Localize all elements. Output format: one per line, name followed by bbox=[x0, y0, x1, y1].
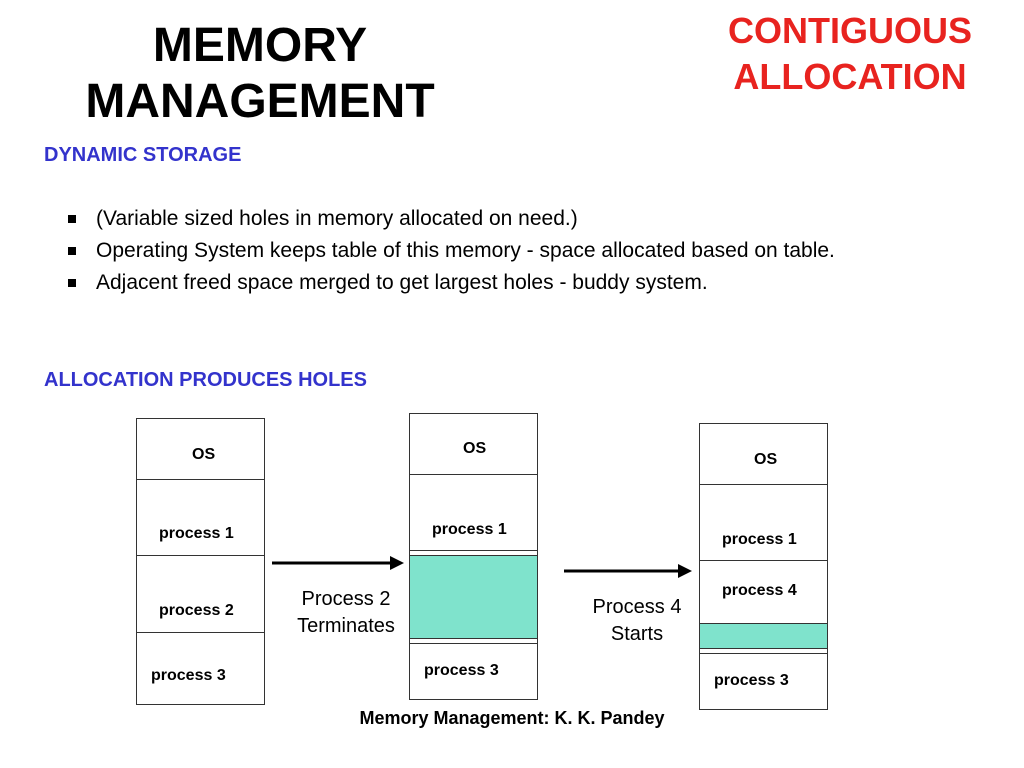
bullet-list bbox=[96, 205, 988, 301]
process-3-label: process 3 bbox=[424, 662, 499, 679]
process-4-label: process 4 bbox=[722, 582, 797, 599]
square-bullet-icon bbox=[68, 279, 76, 287]
slide-title-line2: MANAGEMENT bbox=[85, 75, 435, 128]
right-arrow-icon bbox=[272, 554, 406, 572]
partition-divider bbox=[137, 555, 264, 556]
memory-block-after-termination bbox=[409, 413, 538, 700]
transition-caption-1 bbox=[283, 586, 409, 640]
process-3-label: process 3 bbox=[714, 672, 789, 689]
os-label: OS bbox=[754, 451, 778, 468]
slide-title-line1: MEMORY bbox=[152, 19, 368, 72]
memory-block-after-allocation bbox=[699, 423, 828, 710]
bullet-item bbox=[96, 205, 988, 232]
partition-divider bbox=[700, 653, 827, 654]
allocation-heading: ALLOCATION PRODUCES HOLES bbox=[44, 369, 367, 391]
topic-title-line2: ALLOCATION bbox=[733, 56, 967, 97]
transition-caption-2 bbox=[575, 594, 699, 648]
process-1-label: process 1 bbox=[159, 525, 234, 542]
slide-title bbox=[40, 18, 480, 130]
partition-divider bbox=[700, 560, 827, 561]
partition-divider bbox=[410, 550, 537, 551]
bullet-text: (Variable sized holes in memory allocated on need.) bbox=[96, 207, 578, 230]
footer-credit bbox=[0, 708, 1024, 729]
footer-text: Memory Management: K. K. Pandey bbox=[359, 708, 665, 728]
caption-line: Process 4 bbox=[592, 596, 682, 618]
bullet-item bbox=[96, 237, 988, 264]
caption-line: Starts bbox=[610, 623, 664, 645]
caption-line: Process 2 bbox=[301, 588, 391, 610]
partition-divider bbox=[137, 632, 264, 633]
os-label: OS bbox=[192, 446, 216, 463]
process-1-label: process 1 bbox=[722, 531, 797, 548]
partition-divider bbox=[410, 643, 537, 644]
memory-hole bbox=[700, 623, 827, 649]
bullet-item bbox=[96, 269, 988, 296]
square-bullet-icon bbox=[68, 215, 76, 223]
process-2-label: process 2 bbox=[159, 602, 234, 619]
bullet-text: Operating System keeps table of this memory - space allocated based on table. bbox=[96, 239, 835, 262]
os-label: OS bbox=[463, 440, 487, 457]
partition-divider bbox=[700, 484, 827, 485]
bullet-text: Adjacent freed space merged to get largest holes - buddy system. bbox=[96, 271, 708, 294]
topic-title-line1: CONTIGUOUS bbox=[727, 10, 972, 51]
memory-block-initial bbox=[136, 418, 265, 705]
memory-hole bbox=[410, 555, 537, 639]
partition-divider bbox=[137, 479, 264, 480]
process-3-label: process 3 bbox=[151, 667, 226, 684]
partition-divider bbox=[410, 474, 537, 475]
right-arrow-icon bbox=[564, 562, 694, 580]
caption-line: Terminates bbox=[297, 615, 395, 637]
dynamic-storage-heading: DYNAMIC STORAGE bbox=[44, 144, 242, 166]
topic-title bbox=[690, 8, 1010, 100]
square-bullet-icon bbox=[68, 247, 76, 255]
process-1-label: process 1 bbox=[432, 521, 507, 538]
